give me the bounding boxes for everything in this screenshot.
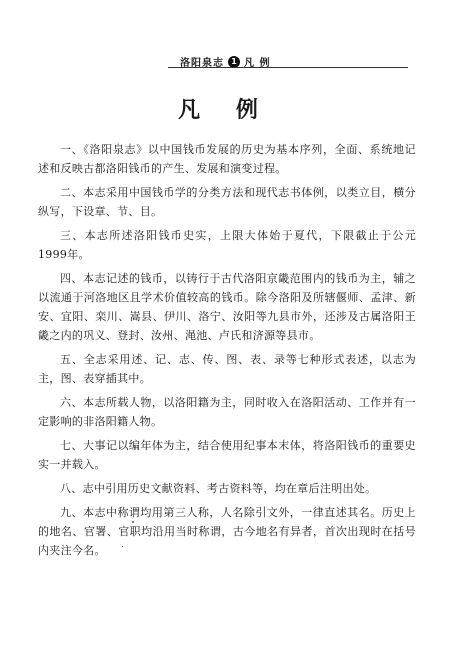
paragraph-1: 一、《洛阳泉志》以中国钱币发展的历史为基本序列，全面、系统地记述和反映古都洛阳钱币的产生、发展和演变过程。 [38,143,416,175]
section-name: 凡 例 [244,58,271,69]
page-number-badge: 1 [228,56,240,68]
paragraph-3: 三、本志所述洛阳钱币史实，上限大体始于夏代，下限截止于公元1999年。 [38,229,416,261]
paragraph-8: 八、志中引用历史文献资料、考古资料等，均在章后注明出处。 [60,482,377,495]
header-divider [168,67,408,68]
paragraph-4: 四、本志记述的钱币，以铸行于古代洛阳京畿范围内的钱币为主，辅之以流通于河洛地区且学术价值较高的钱币。除今洛阳及所辖偃师、孟津、新安、宜阳、栾川、嵩县、伊川、洛宁、汝阳等九县市外，还涉及古属洛阳王畿之内的巩义、登封、汝州、渑池、卢氏和济源等县市。 [38,272,416,342]
paragraph-5: 五、全志采用述、记、志、传、图、表、录等七种形式表述，以志为主，图、表穿插其中。 [38,353,416,385]
body-text [38,140,416,565]
scan-speck [122,546,123,547]
book-title: 洛阳泉志 [180,58,224,69]
page-title: 凡 例 [178,97,272,123]
paragraph-2: 二、本志采用中国钱币学的分类方法和现代志书体例，以类立目，横分纵写，下设章、节、目。 [38,186,416,218]
scan-speck [132,521,134,523]
paragraph-9: 九、本志中称谓均用第三人称，人名除引文外，一律直述其名。历史上的地名、官署、官职均沿用当时称谓，古今地名有异者，首次出现时在括号内夹注今名。 [38,506,416,557]
paragraph-7: 七、大事记以编年体为主，结合使用纪事本末体，将洛阳钱币的重要史实一并载入。 [38,439,416,471]
paragraph-6: 六、本志所载人物，以洛阳籍为主，同时收入在洛阳活动、工作并有一定影响的非洛阳籍人物。 [38,396,416,428]
